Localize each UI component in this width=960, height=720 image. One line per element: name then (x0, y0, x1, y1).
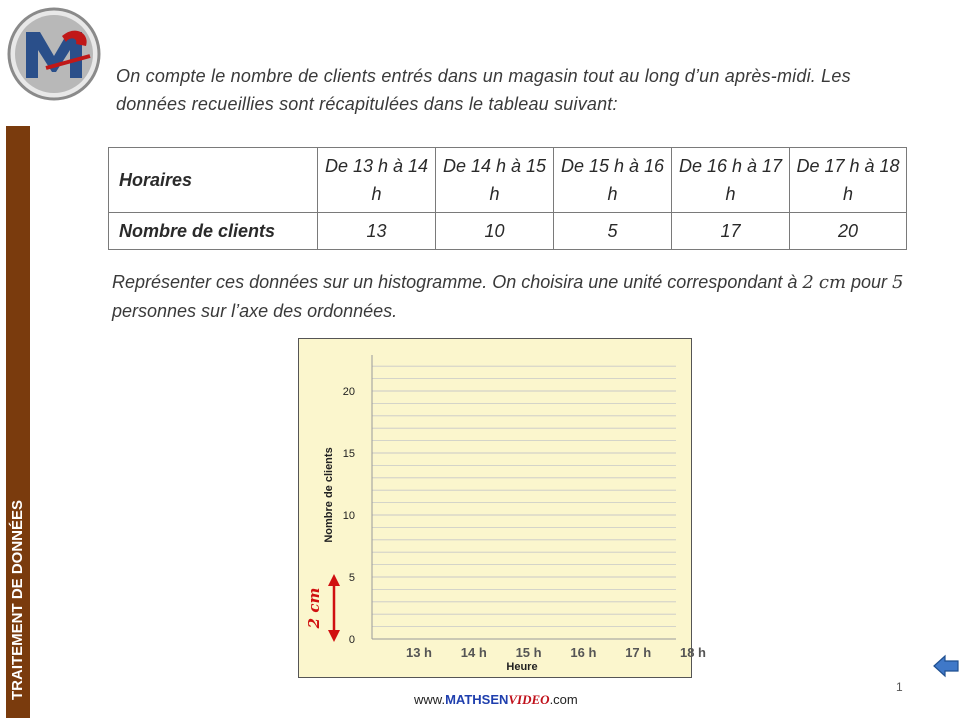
x-tick-label: 14 h (460, 645, 487, 660)
table-cell-clients: 20 (790, 213, 907, 250)
data-table (108, 147, 907, 250)
footer-brand-2: VIDEO (508, 692, 550, 707)
y-tick-label: 15 (342, 448, 355, 460)
row-header-clients: Nombre de clients (109, 213, 318, 250)
footer-brand-1: MATHSEN (445, 692, 509, 707)
x-tick-label: 17 h (625, 645, 652, 660)
table-cell-hour: De 15 h à 16 h (554, 148, 672, 213)
page-number: 1 (896, 680, 903, 694)
y-tick-label: 10 (342, 510, 355, 522)
histogram-chart (298, 338, 707, 678)
table-cell-hour: De 16 h à 17 h (672, 148, 790, 213)
table-cell-clients: 10 (436, 213, 554, 250)
table-cell-clients: 17 (672, 213, 790, 250)
footer-prefix: www. (414, 692, 446, 707)
footer-url[interactable] (414, 692, 578, 708)
instruction-text (112, 268, 922, 325)
intro-text: On compte le nombre de clients entrés dans un magasin tout au long d’un après-midi. Les données recueillies sont récapitulées dans le tableau suivant: (116, 66, 851, 114)
y-axis-label: Nombre de clients (323, 447, 335, 543)
table-cell-hour: De 17 h à 18 h (790, 148, 907, 213)
mathsenvideo-logo (6, 6, 102, 102)
instruction-num2: 5 (892, 272, 904, 293)
table-row-clients (109, 213, 907, 250)
instruction-unit: cm (818, 272, 847, 293)
y-tick-label: 5 (348, 572, 355, 584)
scale-arrow-head-top (328, 574, 340, 586)
x-tick-label: 18 h (679, 645, 707, 660)
x-tick-label: 15 h (515, 645, 542, 660)
table-cell-hour: De 14 h à 15 h (436, 148, 554, 213)
table-cell-hour: De 13 h à 14 h (318, 148, 436, 213)
table-cell-clients: 5 (554, 213, 672, 250)
table-row-hours (109, 148, 907, 213)
x-tick-label: 13 h (405, 645, 433, 660)
footer-suffix: .com (549, 692, 578, 707)
instruction-num1: 2 (802, 272, 814, 293)
instruction-part1: Représenter ces données sur un histogramme. On choisira une unité correspondant à (112, 272, 803, 292)
y-tick-label: 0 (348, 634, 355, 646)
back-arrow-icon[interactable] (932, 652, 960, 680)
scale-arrow-head-bottom (328, 630, 340, 642)
instruction-part3: personnes sur l’axe des ordonnées. (112, 301, 398, 321)
sidebar-label: TRAITEMENT DE DONNÉES (9, 499, 26, 700)
x-tick-label: 16 h (570, 645, 597, 660)
chart-svg (299, 339, 707, 679)
x-axis-label: Heure (506, 661, 538, 673)
row-header-hours: Horaires (109, 148, 318, 213)
table-cell-clients: 13 (318, 213, 436, 250)
scale-annotation: 2 cm (305, 587, 323, 629)
y-tick-label: 20 (342, 386, 355, 398)
instruction-part2: pour (846, 272, 893, 292)
